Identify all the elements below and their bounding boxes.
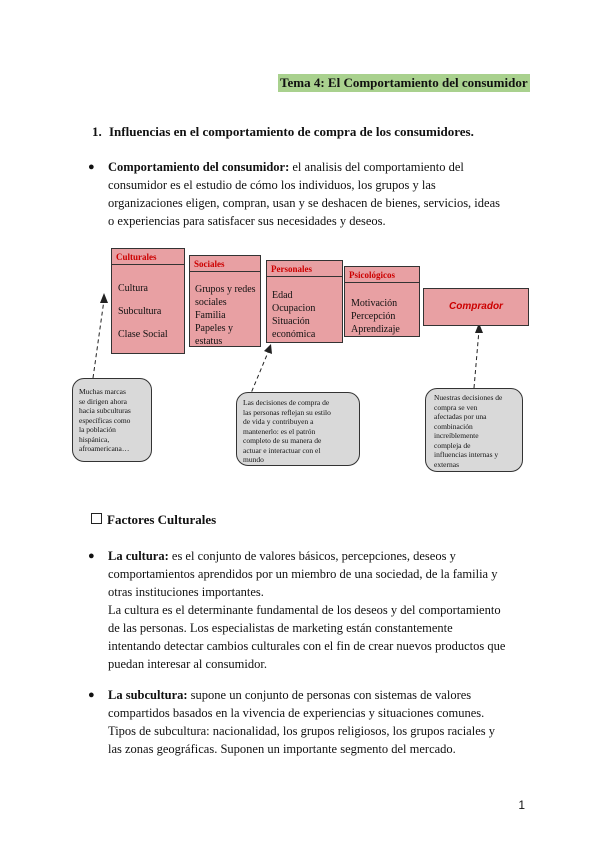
box-sociales xyxy=(189,255,261,347)
callout-decisiones xyxy=(425,388,523,472)
box-item: Grupos y redes xyxy=(195,284,256,295)
box-item: Familia xyxy=(195,310,226,321)
page-number: 1 xyxy=(518,798,525,812)
arrow-culturales xyxy=(93,300,104,378)
box-item: Ocupacion xyxy=(272,303,316,314)
arrow-head xyxy=(264,344,272,354)
bullet-dot: ● xyxy=(88,550,95,562)
callout-line: influencias internas y xyxy=(434,450,499,459)
bullet-dot: ● xyxy=(88,161,95,173)
text-line: consumidor es el estudio de cómo los individuos, los grupos y las xyxy=(108,178,436,192)
text-line: puedan interesar al consumidor. xyxy=(108,657,267,671)
callout-line: Las decisiones de compra de xyxy=(243,398,330,407)
callout-line: compleja de xyxy=(434,440,471,450)
callout-line: externas xyxy=(434,459,459,469)
text-line: las zonas geográficas. Suponen un importante segmento del mercado. xyxy=(108,742,456,756)
section-title: Influencias en el comportamiento de compra de los consumidores. xyxy=(109,124,474,139)
callout-line: combinación xyxy=(434,421,473,431)
box-item: Edad xyxy=(272,290,293,301)
callout-subculturas xyxy=(72,378,152,462)
checkbox-icon xyxy=(91,513,102,524)
callout-line: mantenerlo: es el patrón xyxy=(243,426,316,436)
section-number: 1. xyxy=(92,124,102,139)
callout-estilo-de-vida xyxy=(236,392,360,466)
box-title: Sociales xyxy=(190,256,260,272)
text-line: intentando detectar cambios culturales con el fin de crear nuevos productos que xyxy=(108,639,506,653)
box-item: estatus xyxy=(195,336,223,347)
callout-line: completo de su manera de xyxy=(243,436,322,445)
box-title: Culturales xyxy=(112,249,184,265)
box-comprador xyxy=(423,288,529,326)
text-line: La cultura es el determinante fundamental de los deseos y del comportamiento xyxy=(108,603,501,617)
box-item: sociales xyxy=(195,297,227,308)
box-item: Percepción xyxy=(351,311,396,322)
arrow-comprador xyxy=(474,330,479,388)
bullet-dot: ● xyxy=(88,689,95,701)
callout-line: afectadas por una xyxy=(434,412,487,421)
bullet-term: La subcultura: xyxy=(108,688,188,702)
bullet-term: Comportamiento del consumidor: xyxy=(108,160,290,174)
box-item: Papeles y xyxy=(195,323,234,334)
box-item: Cultura xyxy=(118,283,148,294)
box-item: económica xyxy=(272,329,316,340)
bullet-term: La cultura: xyxy=(108,549,169,563)
factores-heading-text: Factores Culturales xyxy=(107,512,217,527)
page-title: Tema 4: El Comportamiento del consumidor xyxy=(280,75,528,90)
box-item: Motivación xyxy=(351,298,398,309)
text-line: es el conjunto de valores básicos, percepciones, deseos y xyxy=(171,549,456,563)
arrow-head xyxy=(100,293,108,303)
text-line: o experiencias para satisfacer sus necesidades y deseos. xyxy=(108,214,386,228)
text-line: supone un conjunto de personas con sistemas de valores xyxy=(190,688,472,702)
arrow-personales xyxy=(249,350,269,398)
text-line: de las personas. Los especialistas de marketing están constantemente xyxy=(108,621,453,635)
box-item: Subcultura xyxy=(118,306,162,317)
callout-line: increíblemente xyxy=(434,431,479,440)
comprador-label: Comprador xyxy=(449,301,503,312)
box-personales xyxy=(266,260,343,343)
callout-line: mundo xyxy=(243,455,264,464)
box-item: Aprendizaje xyxy=(351,324,400,335)
callout-line: de vida y contribuyen a xyxy=(243,417,314,426)
text-line: comportamientos aprendidos por un miembro de una sociedad, de la familia y xyxy=(108,567,498,581)
callout-line: Nuestras decisiones de xyxy=(434,393,503,402)
text-line: otras instituciones importantes. xyxy=(108,585,264,599)
callout-line: Muchas marcas xyxy=(79,387,126,396)
text-line: el analisis del comportamiento del xyxy=(292,160,464,174)
box-item: Situación xyxy=(272,316,310,327)
bullet-cultura xyxy=(88,547,548,673)
text-line: Tipos de subcultura: nacionalidad, los grupos religiosos, los grupos raciales y xyxy=(108,724,495,738)
bullet-subcultura xyxy=(88,686,548,758)
text-line: compartidos basados en la vivencia de experiencias y situaciones comunes. xyxy=(108,706,485,720)
callout-line: hispánica, xyxy=(79,434,110,444)
callout-line: actuar e interactuar con el xyxy=(243,445,321,455)
box-culturales xyxy=(111,248,185,354)
callout-line: compra se ven xyxy=(434,402,478,412)
callout-line: hacia subculturas xyxy=(79,406,131,415)
box-title: Personales xyxy=(267,261,342,277)
factores-heading xyxy=(91,512,216,528)
callout-line: las personas reflejan su estilo xyxy=(243,407,331,417)
box-psicologicos xyxy=(344,266,420,337)
callout-line: la población xyxy=(79,425,116,434)
callout-line: afroamericana… xyxy=(79,444,130,453)
box-item: Clase Social xyxy=(118,329,168,340)
callout-line: se dirigen ahora xyxy=(79,396,127,406)
callout-line: específicas como xyxy=(79,415,131,425)
box-title: Psicológicos xyxy=(345,267,419,283)
text-line: organizaciones eligen, compran, usan y se deshacen de bienes, servicios, ideas xyxy=(108,196,500,210)
